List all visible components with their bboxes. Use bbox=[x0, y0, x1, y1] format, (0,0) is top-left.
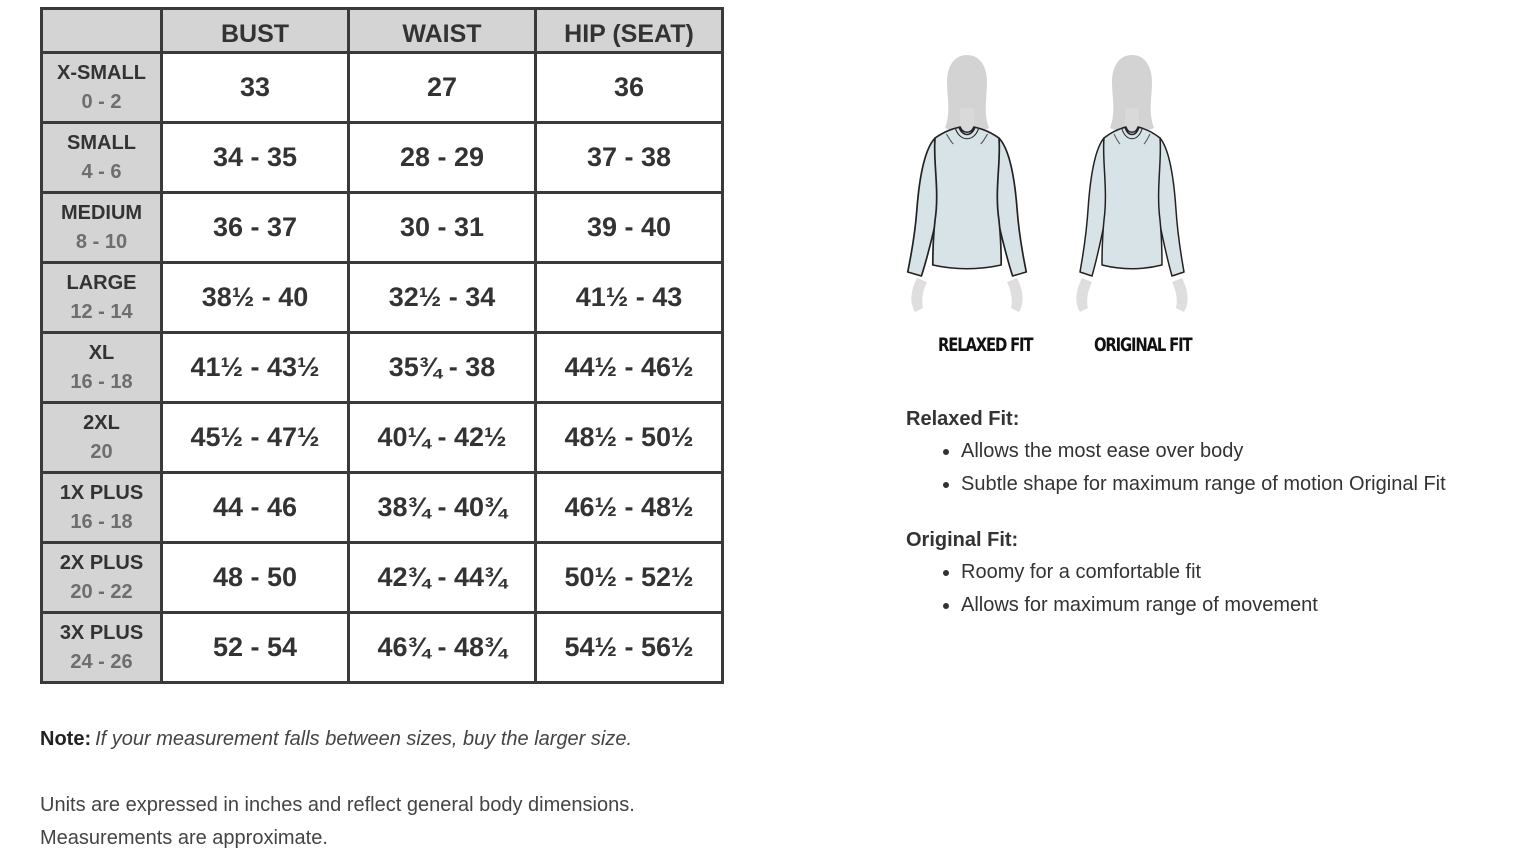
bust-cell: 48 - 50 bbox=[162, 543, 349, 613]
hip-cell: 44½ - 46½ bbox=[536, 333, 723, 403]
waist-cell: 28 - 29 bbox=[349, 123, 536, 193]
units-note bbox=[40, 789, 635, 855]
size-chart-table bbox=[40, 7, 724, 684]
size-range: 20 - 22 bbox=[70, 581, 133, 603]
original-fit-list bbox=[906, 556, 1318, 622]
table-row bbox=[42, 123, 723, 193]
hip-cell: 46½ - 48½ bbox=[536, 473, 723, 543]
size-range: 12 - 14 bbox=[70, 301, 133, 323]
waist-cell: 42¾ - 44¾ bbox=[349, 543, 536, 613]
waist-cell: 35¾ - 38 bbox=[349, 333, 536, 403]
bust-cell: 52 - 54 bbox=[162, 613, 349, 683]
bust-cell: 41½ - 43½ bbox=[162, 333, 349, 403]
bust-cell: 33 bbox=[162, 53, 349, 123]
waist-cell: 30 - 31 bbox=[349, 193, 536, 263]
original-fit-label: ORIGINAL FIT bbox=[1094, 334, 1192, 356]
table-row bbox=[42, 543, 723, 613]
note-label: Note: bbox=[40, 728, 92, 750]
size-cell bbox=[42, 193, 162, 263]
size-cell bbox=[42, 53, 162, 123]
size-range: 4 - 6 bbox=[81, 161, 122, 183]
size-cell bbox=[42, 613, 162, 683]
table-row bbox=[42, 473, 723, 543]
size-name: LARGE bbox=[66, 272, 137, 294]
hip-cell: 50½ - 52½ bbox=[536, 543, 723, 613]
hip-cell: 37 - 38 bbox=[536, 123, 723, 193]
original-shirt bbox=[1080, 127, 1184, 276]
table-header-row bbox=[42, 9, 723, 53]
table-row bbox=[42, 403, 723, 473]
size-cell bbox=[42, 263, 162, 333]
list-item: • Allows for maximum range of movement bbox=[961, 589, 1318, 622]
size-cell bbox=[42, 123, 162, 193]
bust-cell: 36 - 37 bbox=[162, 193, 349, 263]
hip-cell: 41½ - 43 bbox=[536, 263, 723, 333]
header-corner bbox=[42, 9, 162, 53]
relaxed-fit-figure bbox=[908, 55, 1027, 312]
waist-cell: 40¼ - 42½ bbox=[349, 403, 536, 473]
header-hip: HIP (SEAT) bbox=[536, 9, 723, 53]
relaxed-fit-title: Relaxed Fit: bbox=[906, 408, 1020, 430]
table-row bbox=[42, 333, 723, 403]
size-cell bbox=[42, 333, 162, 403]
waist-cell: 27 bbox=[349, 53, 536, 123]
note-text: If your measurement falls between sizes, buy the larger size. bbox=[95, 728, 633, 750]
size-name: X-SMALL bbox=[57, 62, 146, 84]
original-fit-description bbox=[906, 529, 1318, 622]
bust-cell: 44 - 46 bbox=[162, 473, 349, 543]
units-line-1: Units are expressed in inches and reflect general body dimensions. bbox=[40, 794, 635, 816]
table-row bbox=[42, 193, 723, 263]
original-fit-figure bbox=[1076, 55, 1187, 312]
size-cell bbox=[42, 473, 162, 543]
size-range: 8 - 10 bbox=[75, 231, 128, 253]
relaxed-fit-list bbox=[906, 435, 1446, 501]
fit-illustrations bbox=[900, 50, 1230, 330]
header-bust: BUST bbox=[162, 9, 349, 53]
hip-cell: 36 bbox=[536, 53, 723, 123]
relaxed-shirt bbox=[908, 127, 1027, 276]
size-name: MEDIUM bbox=[60, 202, 143, 224]
waist-cell: 32½ - 34 bbox=[349, 263, 536, 333]
table-row bbox=[42, 613, 723, 683]
list-item: • Subtle shape for maximum range of motion Original Fit bbox=[961, 468, 1446, 501]
size-range: 20 bbox=[90, 441, 113, 463]
header-waist: WAIST bbox=[349, 9, 536, 53]
units-line-2: Measurements are approximate. bbox=[40, 827, 328, 849]
size-name: SMALL bbox=[67, 132, 136, 154]
size-range: 16 - 18 bbox=[70, 371, 133, 393]
size-name: 2X PLUS bbox=[59, 552, 144, 574]
list-item: • Allows the most ease over body bbox=[961, 435, 1446, 468]
bust-cell: 45½ - 47½ bbox=[162, 403, 349, 473]
size-name: XL bbox=[88, 342, 115, 364]
bust-cell: 34 - 35 bbox=[162, 123, 349, 193]
table-row bbox=[42, 53, 723, 123]
size-cell bbox=[42, 543, 162, 613]
bust-cell: 38½ - 40 bbox=[162, 263, 349, 333]
size-name: 2XL bbox=[83, 412, 120, 434]
waist-cell: 38¾ - 40¾ bbox=[349, 473, 536, 543]
list-item: • Roomy for a comfortable fit bbox=[961, 556, 1318, 589]
size-name: 3X PLUS bbox=[59, 622, 144, 644]
hip-cell: 54½ - 56½ bbox=[536, 613, 723, 683]
size-range: 16 - 18 bbox=[70, 511, 133, 533]
waist-cell: 46¾ - 48¾ bbox=[349, 613, 536, 683]
relaxed-fit-label: RELAXED FIT bbox=[938, 334, 1033, 356]
sizing-note bbox=[40, 728, 632, 751]
size-range: 24 - 26 bbox=[70, 651, 133, 673]
size-name: 1X PLUS bbox=[59, 482, 144, 504]
table-row bbox=[42, 263, 723, 333]
size-range: 0 - 2 bbox=[81, 91, 122, 113]
size-cell bbox=[42, 403, 162, 473]
hip-cell: 39 - 40 bbox=[536, 193, 723, 263]
relaxed-fit-description bbox=[906, 408, 1446, 501]
hip-cell: 48½ - 50½ bbox=[536, 403, 723, 473]
original-fit-title: Original Fit: bbox=[906, 529, 1019, 551]
